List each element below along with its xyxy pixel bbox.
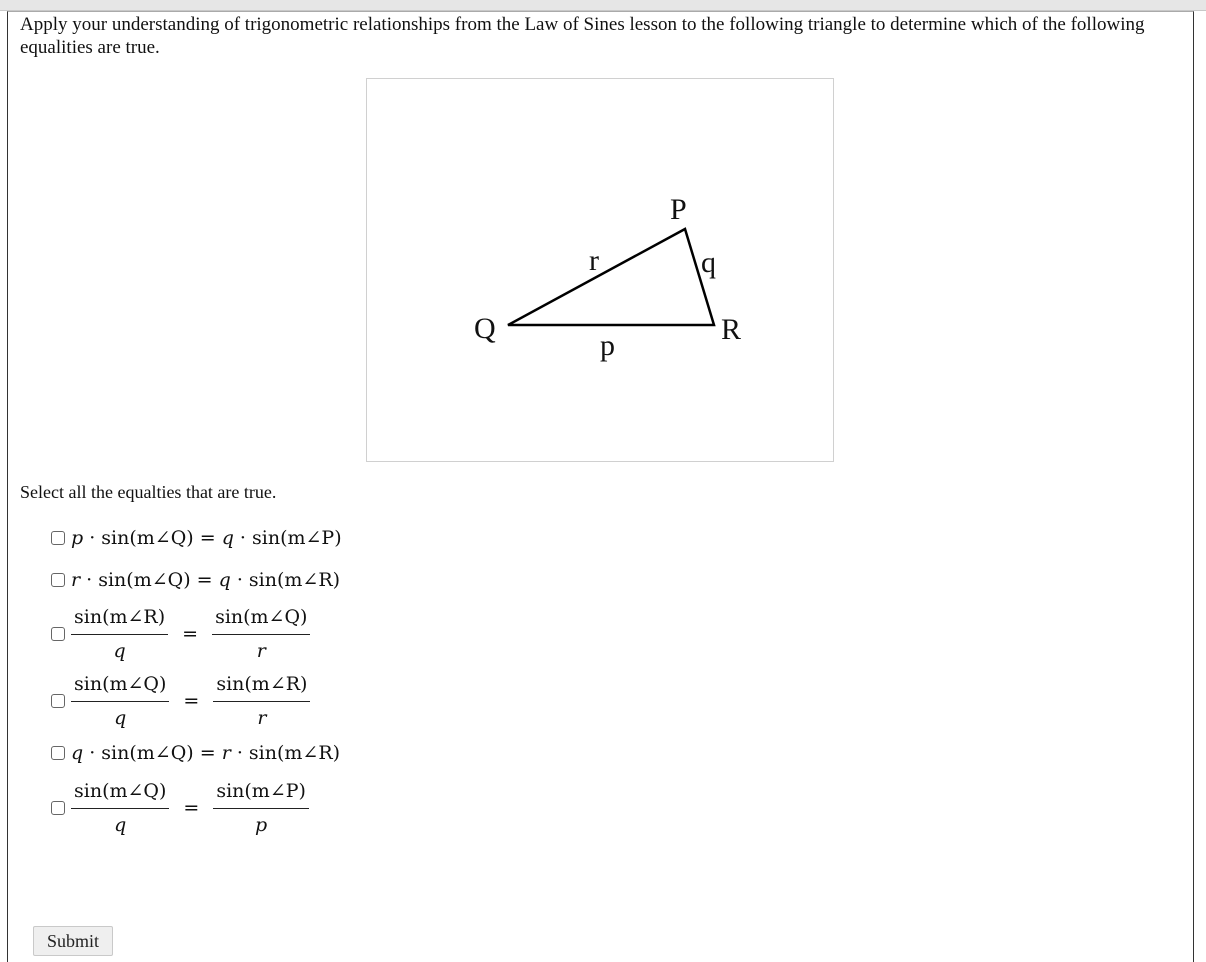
- option-2[interactable]: [51, 569, 340, 591]
- denominator: q: [114, 814, 127, 836]
- question-text: Apply your understanding of trigonometric relationships from the Law of Sines lesson to the following triangle to determine which of the following equalities are true.: [20, 14, 1145, 58]
- fn: sin(m∠Q): [98, 569, 191, 591]
- vertex-label-p: P: [670, 193, 687, 226]
- coef: r: [221, 742, 231, 764]
- fn: sin(m∠R): [248, 569, 341, 591]
- option-6-equation: $\frac{\sin(m\angle Q)}{q}$ = $\frac{\sin(m\angle P)}{p}$: [71, 780, 309, 836]
- numerator: sin(m∠Q): [212, 606, 310, 635]
- option-6[interactable]: [51, 780, 309, 836]
- denominator: q: [114, 707, 127, 729]
- numerator: sin(m∠Q): [71, 673, 169, 702]
- option-4-equation: $\frac{\sin(m\angle Q)}{q}$ = $\frac{\sin(m\angle R)}{r}$: [71, 673, 310, 729]
- submit-button[interactable]: Submit: [33, 926, 113, 956]
- browser-top-bar: [0, 0, 1206, 11]
- coef: q: [221, 527, 234, 549]
- numerator: sin(m∠Q): [71, 780, 169, 809]
- denominator: p: [255, 814, 268, 836]
- side-label-p: p: [600, 329, 615, 362]
- denominator: r: [257, 707, 267, 729]
- option-4[interactable]: [51, 673, 310, 729]
- option-2-checkbox[interactable]: [51, 573, 65, 587]
- fn: sin(m∠R): [248, 742, 341, 764]
- option-5-equation: q · sin(m∠Q) = r · sin(m∠R): [71, 742, 341, 764]
- option-1-equation: p · sin(m∠Q) = q · sin(m∠P): [71, 527, 342, 549]
- option-4-checkbox[interactable]: [51, 694, 65, 708]
- denominator: r: [256, 640, 266, 662]
- numerator: sin(m∠R): [213, 673, 310, 702]
- instruction-text: Select all the equalties that are true.: [20, 482, 277, 502]
- side-label-q: q: [701, 246, 716, 279]
- triangle-pqr: [508, 229, 714, 325]
- vertex-label-q: Q: [474, 312, 496, 345]
- option-5[interactable]: [51, 742, 340, 764]
- triangle-diagram: [367, 79, 833, 461]
- option-2-equation: r · sin(m∠Q) = q · sin(m∠R): [71, 569, 341, 591]
- numerator: sin(m∠P): [213, 780, 309, 809]
- option-1-checkbox[interactable]: [51, 531, 65, 545]
- option-3[interactable]: [51, 606, 310, 662]
- fn: sin(m∠Q): [101, 742, 194, 764]
- coef: q: [71, 742, 84, 764]
- fn: sin(m∠Q): [101, 527, 194, 549]
- option-5-checkbox[interactable]: [51, 746, 65, 760]
- triangle-figure: [366, 78, 834, 462]
- option-3-checkbox[interactable]: [51, 627, 65, 641]
- coef: r: [71, 569, 81, 591]
- fn: sin(m∠P): [252, 527, 342, 549]
- option-3-equation: $\frac{\sin(m\angle R)}{q}$ = $\frac{\sin(m\angle Q)}{r}$: [71, 606, 310, 662]
- denominator: q: [113, 640, 126, 662]
- coef: p: [71, 527, 84, 549]
- option-1[interactable]: [51, 527, 342, 549]
- coef: q: [218, 569, 231, 591]
- option-6-checkbox[interactable]: [51, 801, 65, 815]
- side-label-r: r: [589, 244, 599, 277]
- numerator: sin(m∠R): [71, 606, 168, 635]
- vertex-label-r: R: [721, 313, 742, 346]
